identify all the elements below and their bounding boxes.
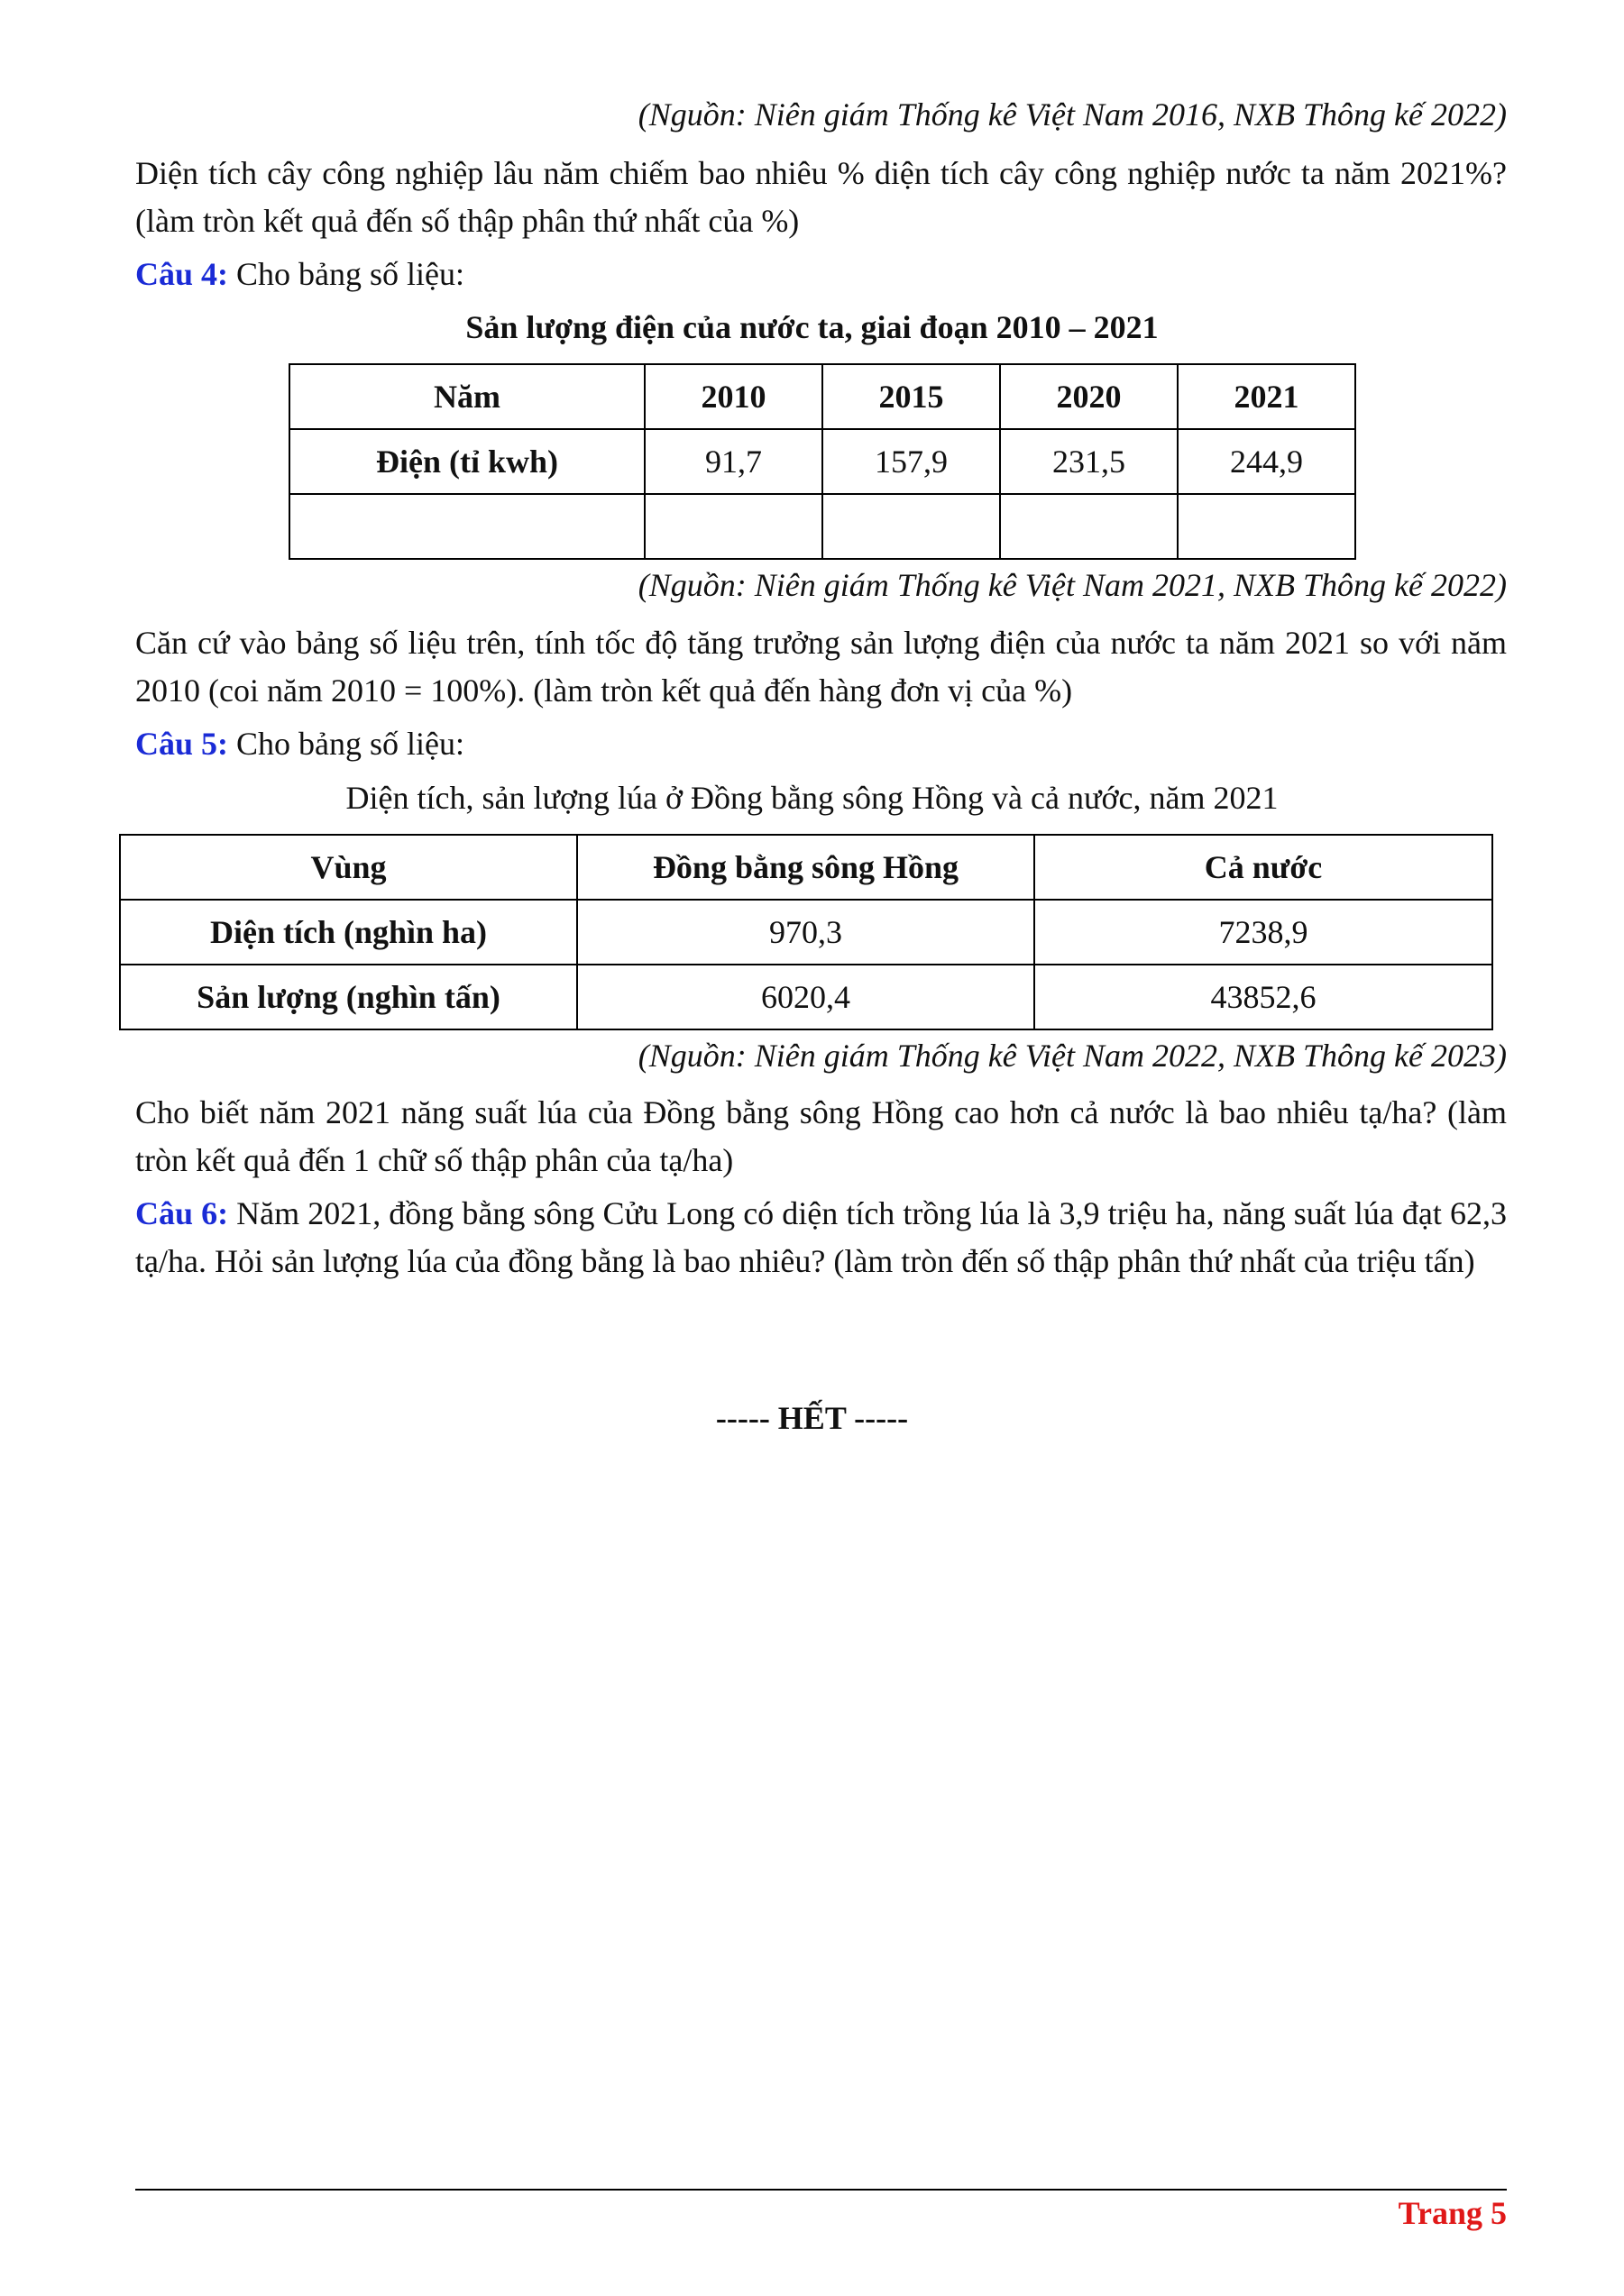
question-6-body: Năm 2021, đồng bằng sông Cửu Long có diện tích trồng lúa là 3,9 triệu ha, năng suất lúa đạt 62,3 tạ/ha. Hỏi sản lượng lúa của đồng bằng là bao nhiêu? (làm tròn đến số thập phân thứ nhất của triệu tấn) <box>135 1195 1507 1279</box>
question-5-intro-text: Cho bảng số liệu: <box>228 726 464 762</box>
table-1-header-cell: Năm <box>289 364 645 429</box>
table-1-header-cell: 2021 <box>1178 364 1355 429</box>
table-1-row-label: Điện (tỉ kwh) <box>289 429 645 494</box>
question-6-text <box>135 1190 1507 1285</box>
table-2-cell: 7238,9 <box>1034 900 1492 965</box>
table-1-cell: 157,9 <box>822 429 1000 494</box>
question-4-intro-text: Cho bảng số liệu: <box>228 256 464 292</box>
table-2-header-cell: Đồng bằng sông Hồng <box>577 835 1034 900</box>
question-3-text: Diện tích cây công nghiệp lâu năm chiếm bao nhiêu % diện tích cây công nghiệp nước ta năm 2021%? (làm tròn kết quả đến số thập phân thứ nhất của %) <box>135 155 1507 239</box>
footer-divider <box>135 2189 1507 2191</box>
table-2-row-label: Diện tích (nghìn ha) <box>120 900 577 965</box>
end-marker: ----- HẾT ----- <box>715 1400 909 1436</box>
question-5-intro <box>135 720 1507 768</box>
source-note-top: (Nguồn: Niên giám Thống kê Việt Nam 2016, NXB Thông kế 2022) <box>638 96 1507 133</box>
question-5-text: Cho biết năm 2021 năng suất lúa của Đồng bằng sông Hồng cao hơn cả nước là bao nhiêu tạ/ha? (làm tròn kết quả đến 1 chữ số thập phân của tạ/ha) <box>135 1094 1507 1178</box>
question-4-text: Căn cứ vào bảng số liệu trên, tính tốc độ tăng trưởng sản lượng điện của nước ta năm 2021 so với năm 2010 (coi năm 2010 = 100%). (làm tròn kết quả đến hàng đơn vị của %) <box>135 625 1507 709</box>
question-6-label: Câu 6: <box>135 1195 229 1231</box>
question-5-label: Câu 5: <box>135 726 229 762</box>
table-2-cell: 43852,6 <box>1034 965 1492 1029</box>
table-1-row <box>289 429 1355 494</box>
table-1-cell: 244,9 <box>1178 429 1355 494</box>
question-4-intro <box>135 251 1507 298</box>
table-2-header-cell: Cả nước <box>1034 835 1492 900</box>
source-note-table-2: (Nguồn: Niên giám Thống kê Việt Nam 2022, NXB Thông kế 2023) <box>638 1038 1507 1074</box>
table-1-empty-cell <box>1178 494 1355 559</box>
table-2-row <box>120 900 1492 965</box>
table-2-row <box>120 965 1492 1029</box>
table-2-header-row <box>120 835 1492 900</box>
table-2-title: Diện tích, sản lượng lúa ở Đồng bằng sông Hồng và cả nước, năm 2021 <box>345 780 1279 816</box>
table-1-cell: 91,7 <box>645 429 822 494</box>
table-2-cell: 970,3 <box>577 900 1034 965</box>
table-1-header-cell: 2010 <box>645 364 822 429</box>
table-1-empty-cell <box>289 494 645 559</box>
question-4-label: Câu 4: <box>135 256 229 292</box>
electricity-table <box>289 363 1356 560</box>
table-1-cell: 231,5 <box>1000 429 1178 494</box>
table-1-empty-row <box>289 494 1355 559</box>
table-1-empty-cell <box>822 494 1000 559</box>
table-1-header-cell: 2020 <box>1000 364 1178 429</box>
table-1-header-cell: 2015 <box>822 364 1000 429</box>
rice-table <box>119 834 1493 1030</box>
table-1-title: Sản lượng điện của nước ta, giai đoạn 2010 – 2021 <box>465 309 1159 345</box>
page-number: Trang 5 <box>1398 2195 1507 2231</box>
table-1-header-row <box>289 364 1355 429</box>
table-2-header-cell: Vùng <box>120 835 577 900</box>
table-2-cell: 6020,4 <box>577 965 1034 1029</box>
table-1-empty-cell <box>1000 494 1178 559</box>
table-2-row-label: Sản lượng (nghìn tấn) <box>120 965 577 1029</box>
source-note-table-1: (Nguồn: Niên giám Thống kê Việt Nam 2021, NXB Thông kế 2022) <box>638 567 1507 603</box>
table-1-empty-cell <box>645 494 822 559</box>
